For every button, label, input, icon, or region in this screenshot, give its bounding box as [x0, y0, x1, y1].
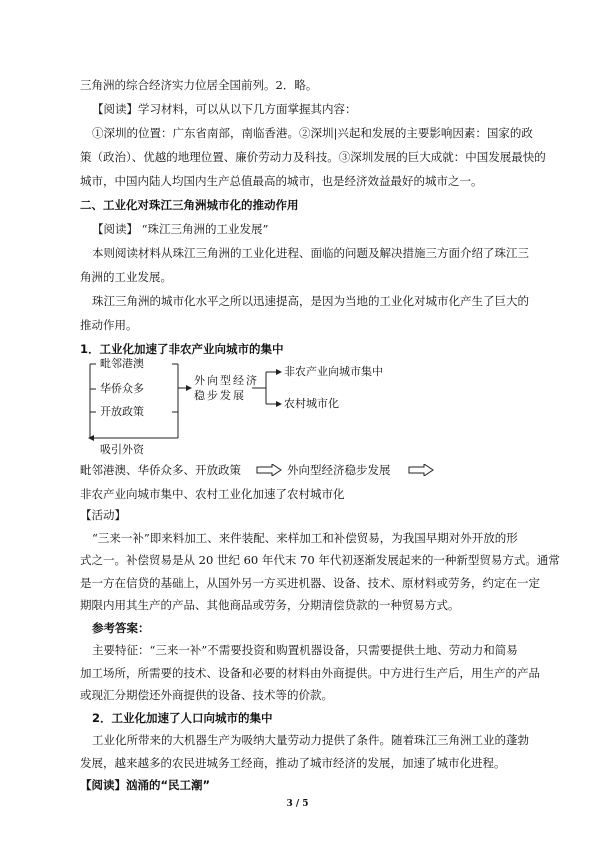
paragraph-line: 三角洲的综合经济实力位居全国前列。2．略。: [80, 78, 318, 92]
factor-foreign-investment: 吸引外资: [100, 443, 144, 456]
industrialization-diagram: [80, 357, 400, 456]
paragraph-line: ①深圳的位置：广东省南部，南临香港。②深圳|兴起和发展的主要影响因素：国家的政: [92, 126, 533, 140]
paragraph-line: 城市，中国内陆人均国内生产总值最高的城市，也是经济效益最好的城市之一。: [80, 174, 483, 188]
reading-heading: 【阅读】学习材料，可以从以下几方面掌握其内容：: [92, 102, 357, 116]
middle-steady-development: 稳步发展: [194, 389, 246, 402]
factor-open-policy: 开放政策: [100, 405, 144, 418]
factor-overseas-chinese: 华侨众多: [100, 382, 144, 395]
activity-heading: 【活动】: [80, 508, 126, 522]
result-rural-urbanization: 农村城市化: [284, 397, 339, 410]
paragraph-line: 角洲的工业发展。: [80, 270, 172, 284]
paragraph-line: “三来一补”即来料加工、来件装配、来样加工和补偿贸易，为我国早期对外开放的形: [92, 530, 518, 545]
paragraph-line: 策（政治）、优越的地理位置、廉价劳动力及科技。③深圳发展的巨大成就：中国发展最快的: [80, 150, 546, 164]
paragraph-line: 珠江三角洲的城市化水平之所以迅速提高，是因为当地的工业化对城市化产生了巨大的: [92, 294, 529, 308]
result-nonagri-concentration: 非农产业向城市集中: [284, 365, 383, 378]
paragraph-line: 本则阅读材料从珠江三角洲的工业化进程、面临的问题及解决措施三方面介绍了珠江三: [92, 246, 529, 260]
paragraph-line: 或现汇分期偿还外商提供的设备、技术等的价款。: [80, 688, 333, 702]
page-number: 3 / 5: [286, 799, 309, 809]
reading-heading: 【阅读】 “珠江三角洲的工业发展”: [92, 222, 269, 236]
reading-heading: 【阅读】汹涌的“民工潮”: [80, 778, 211, 792]
paragraph-line: 发展，越来越多的农民进城务工经商，推动了城市经济的发展，加速了城市化进程。: [80, 755, 506, 770]
subsection-heading: 2．工业化加速了人口向城市的集中: [92, 710, 273, 725]
hollow-arrow-icon: [256, 464, 282, 476]
flow-part-3: 非农产业向城市集中、农村工业化加速了农村城市化: [80, 487, 345, 501]
paragraph-line: 期限内用其生产的产品、其他商品或劳务，分期清偿贷款的一种贸易方式。: [80, 598, 460, 612]
paragraph-line: 推动作用。: [80, 318, 138, 332]
paragraph-line: 主要特征：“三来一补”不需要投资和购置机器设备，只需要提供土地、劳动力和简易: [92, 643, 518, 657]
reference-answer-heading: 参考答案：: [92, 620, 150, 635]
hollow-arrow-icon: [408, 464, 434, 476]
paragraph-line: 是一方在信贷的基础上，从国外另一方买进机器、设备、技术、原材料或劳务，约定在一定: [80, 575, 540, 590]
middle-outward-economy: 外向型经济: [194, 374, 259, 387]
flow-part-2: 外向型经济稳步发展: [287, 463, 391, 477]
section-heading: 二、工业化对珠江三角洲城市化的推动作用: [80, 198, 299, 212]
subsection-heading: 1．工业化加速了非农产业向城市的集中: [80, 342, 284, 356]
paragraph-line: 加工场所，所需要的技术、设备和必要的材料由外商提供。中方进行生产后，用生产的产品: [80, 665, 540, 680]
paragraph-line: 式之一。补偿贸易是从 20 世纪 60 年代末 70 年代初逐渐发展起来的一种新型贸易方式。通常: [80, 553, 560, 567]
factor-neighbor-hk-macao: 毗邻港澳: [100, 357, 144, 370]
flow-part-1: 毗邻港澳、华侨众多、开放政策: [80, 463, 241, 477]
paragraph-line: 工业化所带来的大机器生产为吸纳大量劳动力提供了条件。随着珠江三角洲工业的蓬勃: [92, 733, 529, 747]
